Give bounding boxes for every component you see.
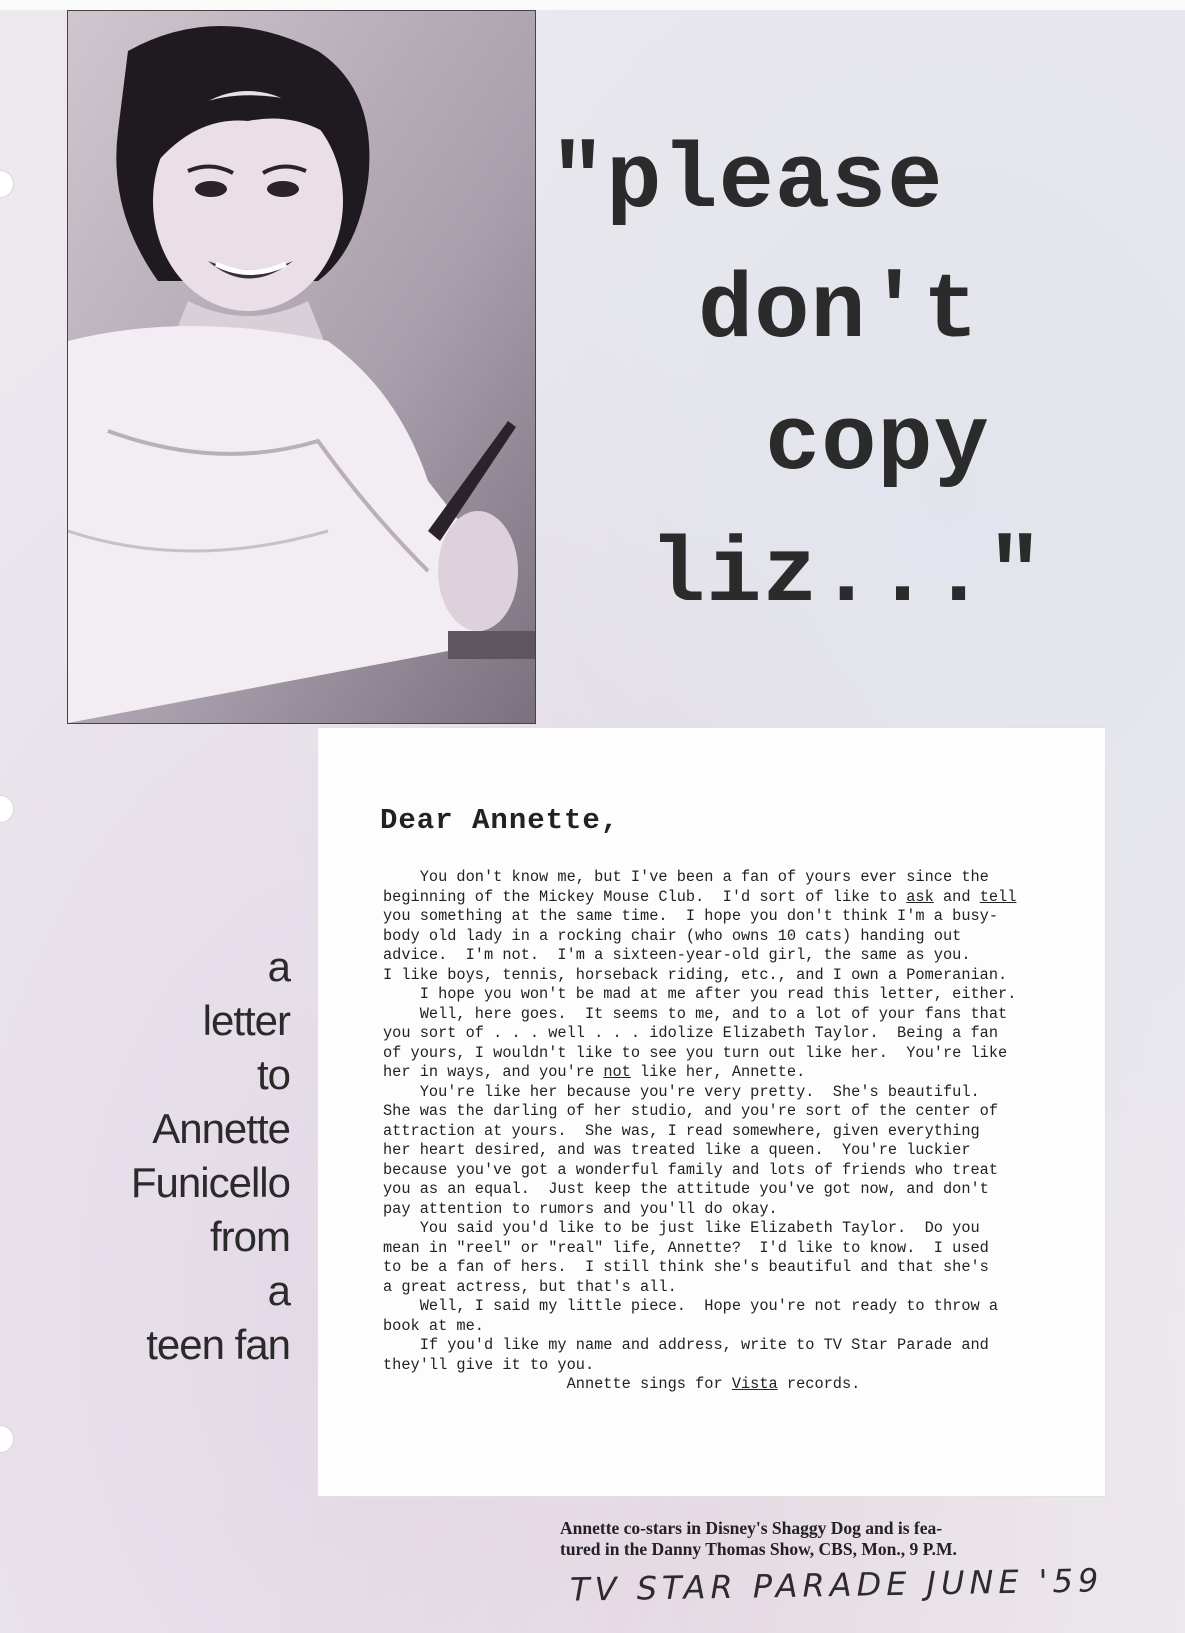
side-caption-line: a (267, 1267, 290, 1314)
side-caption-line: a (267, 943, 290, 990)
letter-line: book at me. (383, 1316, 484, 1335)
headline-line-1: "please (550, 129, 944, 234)
letter-line: Annette sings for Vista records. (383, 1375, 861, 1393)
punch-hole-bottom (0, 1425, 14, 1453)
credit-line: Annette co-stars in Disney's Shaggy Dog and is fea- (560, 1518, 943, 1538)
annette-photo (67, 10, 536, 724)
top-margin (0, 0, 1185, 10)
letter-line: Well, I said my little piece. Hope you're not ready to throw a (383, 1297, 999, 1315)
letter-line: because you've got a wonderful family and lots of friends who treat (383, 1160, 999, 1179)
side-caption-line: to (256, 1051, 290, 1098)
letter-line: of yours, I wouldn't like to see you turn out like her. You're like (383, 1043, 1008, 1062)
letter-line: they'll give it to you. (383, 1355, 595, 1374)
side-caption-line: from (210, 1213, 290, 1260)
letter-line: Well, here goes. It seems to me, and to a lot of your fans that (383, 1004, 1008, 1023)
letter-line: her heart desired, and was treated like a queen. You're luckier (383, 1141, 971, 1159)
letter-line: She was the darling of her studio, and you're sort of the center of (383, 1102, 999, 1120)
side-caption-line: teen fan (146, 1321, 290, 1368)
credit-line: tured in the Danny Thomas Show, CBS, Mon., 9 P.M. (560, 1539, 957, 1559)
letter-line: you as an equal. Just keep the attitude you've got now, and don't (383, 1180, 989, 1198)
headline-line-4: liz..." (650, 523, 1044, 628)
letter-line: You don't know me, but I've been a fan of yours ever since the (383, 868, 989, 886)
headline-line-3: copy (765, 391, 990, 496)
letter-line: you sort of . . . well . . . idolize Elizabeth Taylor. Being a fan (383, 1024, 999, 1042)
letter-line: advice. I'm not. I'm a sixteen-year-old girl, the same as you. (383, 946, 971, 964)
letter-line: If you'd like my name and address, write to TV Star Parade and (383, 1336, 989, 1354)
letter-line: I like boys, tennis, horseback riding, etc., and I own a Pomeranian. (383, 965, 1008, 984)
letter-line: beginning of the Mickey Mouse Club. I'd sort of like to ask and tell (383, 887, 1017, 906)
punch-hole-top (0, 170, 14, 198)
letter-box (317, 727, 1106, 1497)
punch-hole-middle (0, 795, 14, 823)
letter-line: You're like her because you're very pretty. She's beautiful. (383, 1082, 980, 1101)
handwritten-source-note: TV STAR PARADE JUNE '59 (569, 1561, 1104, 1609)
letter-line: body old lady in a rocking chair (who owns 10 cats) handing out (383, 926, 962, 945)
letter-line: mean in "reel" or "real" life, Annette? I'd like to know. I used (383, 1238, 989, 1257)
letter-line: to be a fan of hers. I still think she's beautiful and that she's (383, 1258, 989, 1276)
side-caption-line: Annette (152, 1105, 290, 1152)
letter-line: pay attention to rumors and you'll do okay. (383, 1199, 778, 1218)
letter-line: You said you'd like to be just like Elizabeth Taylor. Do you (383, 1219, 980, 1237)
letter-body (383, 868, 1053, 1395)
portrait-illustration (68, 11, 535, 723)
letter-line: I hope you won't be mad at me after you read this letter, either. (383, 985, 1017, 1003)
headline-line-2: don't (698, 259, 980, 364)
letter-line: a great actress, but that's all. (383, 1277, 677, 1296)
side-caption-line: letter (202, 997, 290, 1044)
photo-credit-caption (560, 1518, 1100, 1560)
letter-line: you something at the same time. I hope you don't think I'm a busy- (383, 907, 999, 925)
letter-line: attraction at yours. She was, I read somewhere, given everything (383, 1121, 980, 1140)
side-caption (90, 940, 290, 1372)
letter-line: her in ways, and you're not like her, Annette. (383, 1063, 806, 1081)
side-caption-line: Funicello (130, 1159, 290, 1206)
salutation: Dear Annette, (380, 804, 620, 837)
